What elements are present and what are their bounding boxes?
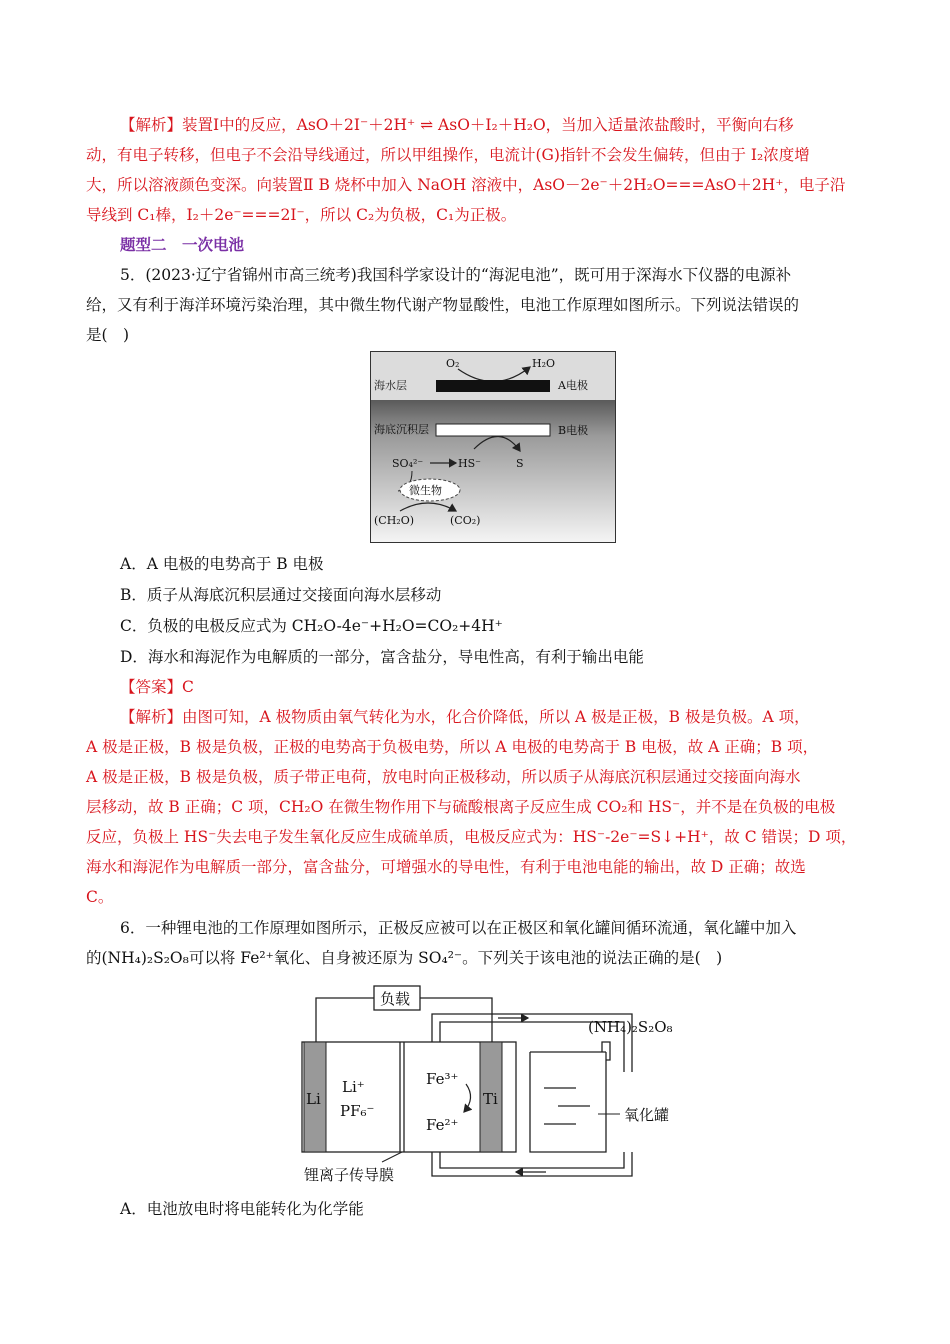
so4-label: SO₄²⁻ [392,457,424,470]
ch2o-label: (CH₂O) [374,514,415,527]
q5-line1: 5．(2023·辽宁省锦州市高三统考)我国科学家设计的“海泥电池”，既可用于深海水下仪器的电源补 [120,266,792,284]
q5-analysis-line4: 层移动，故 B 正确；C 项，CH₂O 在微生物作用下与硫酸根离子反应生成 CO₂和 HS⁻，并不是在负极的电极 [86,798,836,816]
q5-answer: 【答案】C [120,678,194,696]
q5-option-a: A．A 电极的电势高于 B 电极 [120,555,324,573]
pf6-label: PF₆⁻ [340,1102,375,1120]
tank-label: 氧化罐 [624,1106,670,1124]
q5-option-c: C．负极的电极反应式为 CH₂O-4e⁻+H₂O=CO₂+4H⁺ [120,617,503,635]
q5-analysis-line6: 海水和海泥作为电解质一部分，富含盐分，可增强水的导电性，有利于电池电能的输出，故 D 正确；故选 [86,858,806,876]
membrane-label: 锂离子传导膜 [304,1166,395,1184]
persulfate-label: (NH₄)₂S₂O₈ [588,1018,673,1036]
o2-label: O₂ [446,357,460,370]
section-title: 题型二 一次电池 [120,235,245,254]
li-ion-label: Li⁺ [342,1078,365,1096]
load-label: 负载 [380,990,411,1008]
q5-option-b: B．质子从海底沉积层通过交接面向海水层移动 [120,586,442,604]
electrode-b [436,424,550,436]
q5-option-d: D．海水和海泥作为电解质的一部分，富含盐分，导电性高，有利于输出电能 [120,648,644,666]
electrode-a [436,380,550,392]
microbe-label: 微生物 [409,484,442,497]
right-wire [420,998,492,1042]
q6-line2: 的(NH₄)₂S₂O₈可以将 Fe²⁺氧化、自身被还原为 SO₄²⁻。下列关于该电池的说法正确的是( ) [86,949,723,967]
q5-analysis-line5: 反应，负极上 HS⁻失去电子发生氧化反应生成硫单质，电极反应式为：HS⁻-2e⁻=S↓+H⁺，故 C 错误；D 项， [86,828,857,846]
bottom-pipe-inner [440,1152,624,1168]
ti-label: Ti [483,1090,498,1108]
h2o-label: H₂O [532,357,556,370]
analysis1-line1: 【解析】装置Ⅰ中的反应，AsO＋2I⁻＋2H⁺ ⇌ AsO＋I₂＋H₂O，当加入适量浓盐酸时，平衡向右移 [120,116,794,134]
co2-label: (CO₂) [450,514,481,527]
q6-line1: 6．一种锂电池的工作原理如图所示，正极反应被可以在正极区和氧化罐间循环流通，氧化罐中加入 [120,919,797,937]
hs-label: HS⁻ [458,457,481,470]
analysis1-line2: 动，有电子转移，但电子不会沿导线通过，所以甲组操作，电流计(G)指针不会发生偏转，但由于 I₂浓度增 [86,146,810,164]
electrode-a-label: A电极 [558,379,588,392]
q5-analysis-line2: A 极是正极，B 极是负极，正极的电势高于负极电势，所以 A 电极的电势高于 B 电极，故 A 正确；B 项， [86,738,819,756]
analysis1-line4: 导线到 C₁棒，I₂＋2e⁻===2I⁻，所以 C₂为负极，C₁为正极。 [86,206,517,224]
lithium-battery-figure [298,980,698,1185]
s-label: S [516,457,524,470]
q5-line2: 给，又有利于海洋环境污染治理，其中微生物代谢产物显酸性，电池工作原理如图所示。下列说法错误的 [86,296,800,314]
q5-analysis-line3: A 极是正极，B 极是负极，质子带正电荷，放电时向正极移动，所以质子从海底沉积层通过交接面向海水 [86,768,801,786]
fe2-label: Fe²⁺ [426,1116,459,1134]
seawater-layer-label: 海水层 [374,379,407,392]
q5-analysis-line1: 【解析】由图可知，A 极物质由氧气转化为水，化合价降低，所以 A 极是正极，B 极是负极。A 项， [120,708,810,726]
tank-body [530,1052,606,1152]
membrane-leader [382,1152,402,1162]
sediment-layer-label: 海底沉积层 [374,423,429,436]
electrode-b-label: B电极 [558,424,589,437]
q5-analysis-line7: C。 [86,888,114,906]
analysis1-line3: 大，所以溶液颜色变深。向装置Ⅱ B 烧杯中加入 NaOH 溶液中，AsO－2e⁻＋2H₂O===AsO＋2H⁺，电子沿 [86,176,846,194]
fe3-label: Fe³⁺ [426,1070,459,1088]
q5-line3: 是( ) [86,326,130,344]
li-label: Li [306,1090,321,1108]
left-wire [316,998,374,1042]
sea-mud-battery-figure [370,351,616,543]
q6-option-a: A．电池放电时将电能转化为化学能 [120,1200,364,1218]
